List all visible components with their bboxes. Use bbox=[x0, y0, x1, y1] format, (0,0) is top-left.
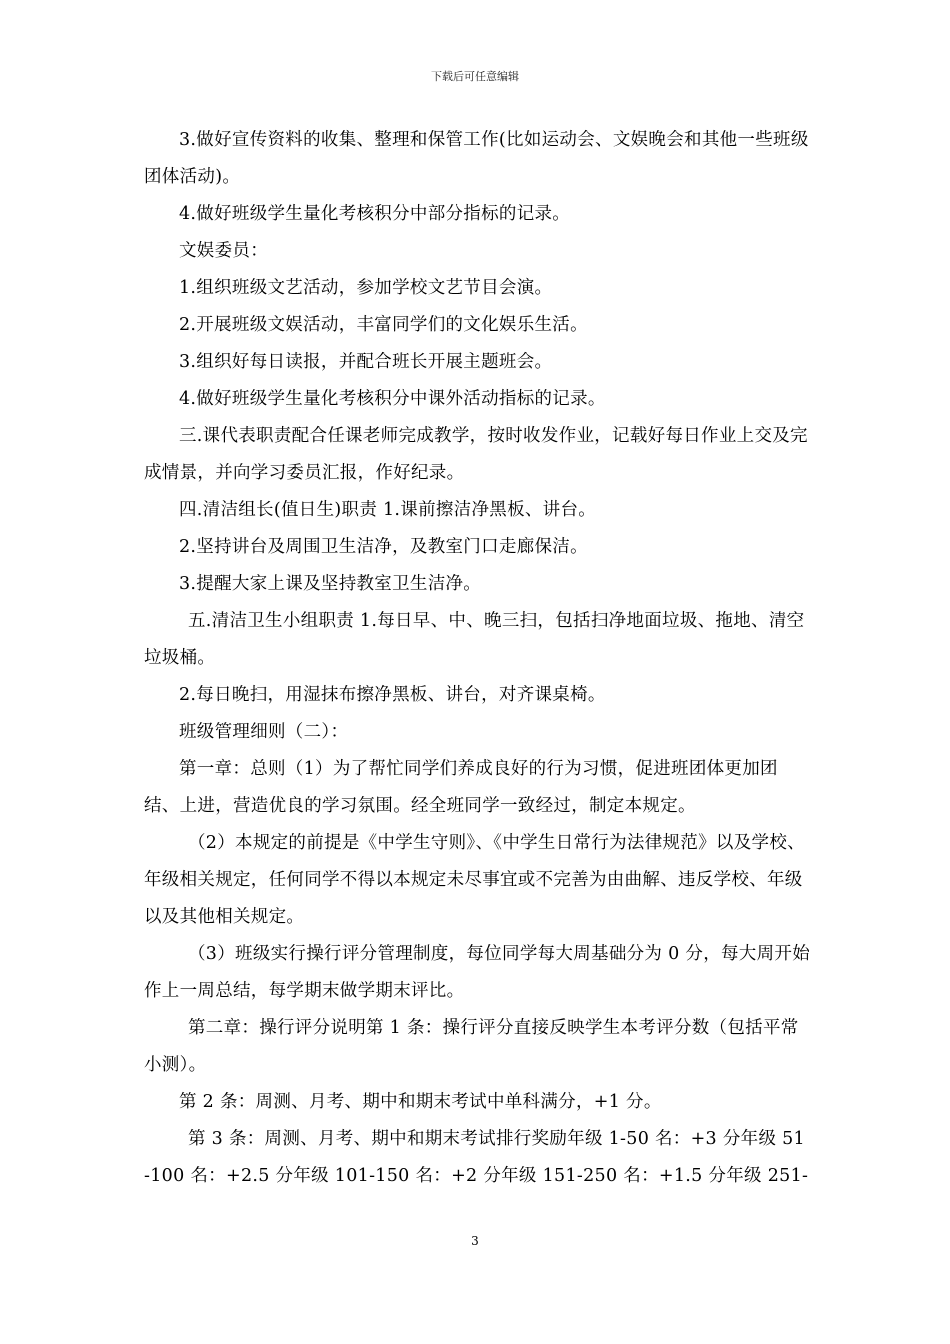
paragraph: （3）班级实行操行评分管理制度，每位同学每大周基础分为 0 分，每大周开始作上一周总结，每学期末做学期末评比。 bbox=[144, 944, 810, 1001]
paragraph: 第一章：总则（1）为了帮忙同学们养成良好的行为习惯，促进班团体更加团结、上进，营造优良的学习氛围。经全班同学一致经过，制定本规定。 bbox=[144, 759, 778, 816]
paragraph: 4.做好班级学生量化考核积分中课外活动指标的记录。 bbox=[179, 389, 606, 409]
paragraph: 2.坚持讲台及周围卫生洁净，及教室门口走廊保洁。 bbox=[179, 537, 588, 557]
paragraph: 1.组织班级文艺活动，参加学校文艺节目会演。 bbox=[179, 278, 553, 298]
document-body bbox=[144, 122, 810, 1195]
paragraph: 五.清洁卫生小组职责 1.每日早、中、晚三扫，包括扫净地面垃圾、拖地、清空垃圾桶。 bbox=[144, 611, 805, 668]
paragraph: （2）本规定的前提是《中学生守则》、《中学生日常行为法律规范》以及学校、年级相关规定，任何同学不得以本规定未尽事宜或不完善为由曲解、违反学校、年级以及其他相关规定。 bbox=[144, 833, 805, 927]
paragraph: 第 2 条：周测、月考、期中和期末考试中单科满分，+1 分。 bbox=[179, 1092, 662, 1112]
page-header: 下载后可任意编辑 bbox=[431, 70, 519, 83]
section-heading: 文娱委员： bbox=[179, 241, 268, 261]
page-number: 3 bbox=[471, 1234, 479, 1248]
paragraph: 4.做好班级学生量化考核积分中部分指标的记录。 bbox=[179, 204, 571, 224]
paragraph: 第二章：操行评分说明第 1 条：操行评分直接反映学生本考评分数（包括平常小测）。 bbox=[144, 1018, 799, 1075]
paragraph: 三.课代表职责配合任课老师完成教学，按时收发作业，记载好每日作业上交及完成情景，并向学习委员汇报，作好纪录。 bbox=[144, 426, 808, 483]
paragraph: 3.提醒大家上课及坚持教室卫生洁净。 bbox=[179, 574, 482, 594]
paragraph: 2.开展班级文娱活动，丰富同学们的文化娱乐生活。 bbox=[179, 315, 588, 335]
paragraph: 四.清洁组长(值日生)职责 1.课前擦洁净黑板、讲台。 bbox=[179, 500, 597, 520]
paragraph: 3.组织好每日读报，并配合班长开展主题班会。 bbox=[179, 352, 553, 372]
paragraph: 3.做好宣传资料的收集、整理和保管工作(比如运动会、文娱晚会和其他一些班级团体活动)。 bbox=[144, 130, 809, 187]
section-heading: 班级管理细则（二）： bbox=[179, 722, 349, 742]
paragraph: 2.每日晚扫，用湿抹布擦净黑板、讲台，对齐课桌椅。 bbox=[179, 685, 606, 705]
paragraph: 第 3 条：周测、月考、期中和期末考试排行奖励年级 1-50 名：+3 分年级 51-100 名：+2.5 分年级 101-150 名：+2 分年级 151-250 名：+1.5 分年级 251- bbox=[144, 1129, 809, 1186]
